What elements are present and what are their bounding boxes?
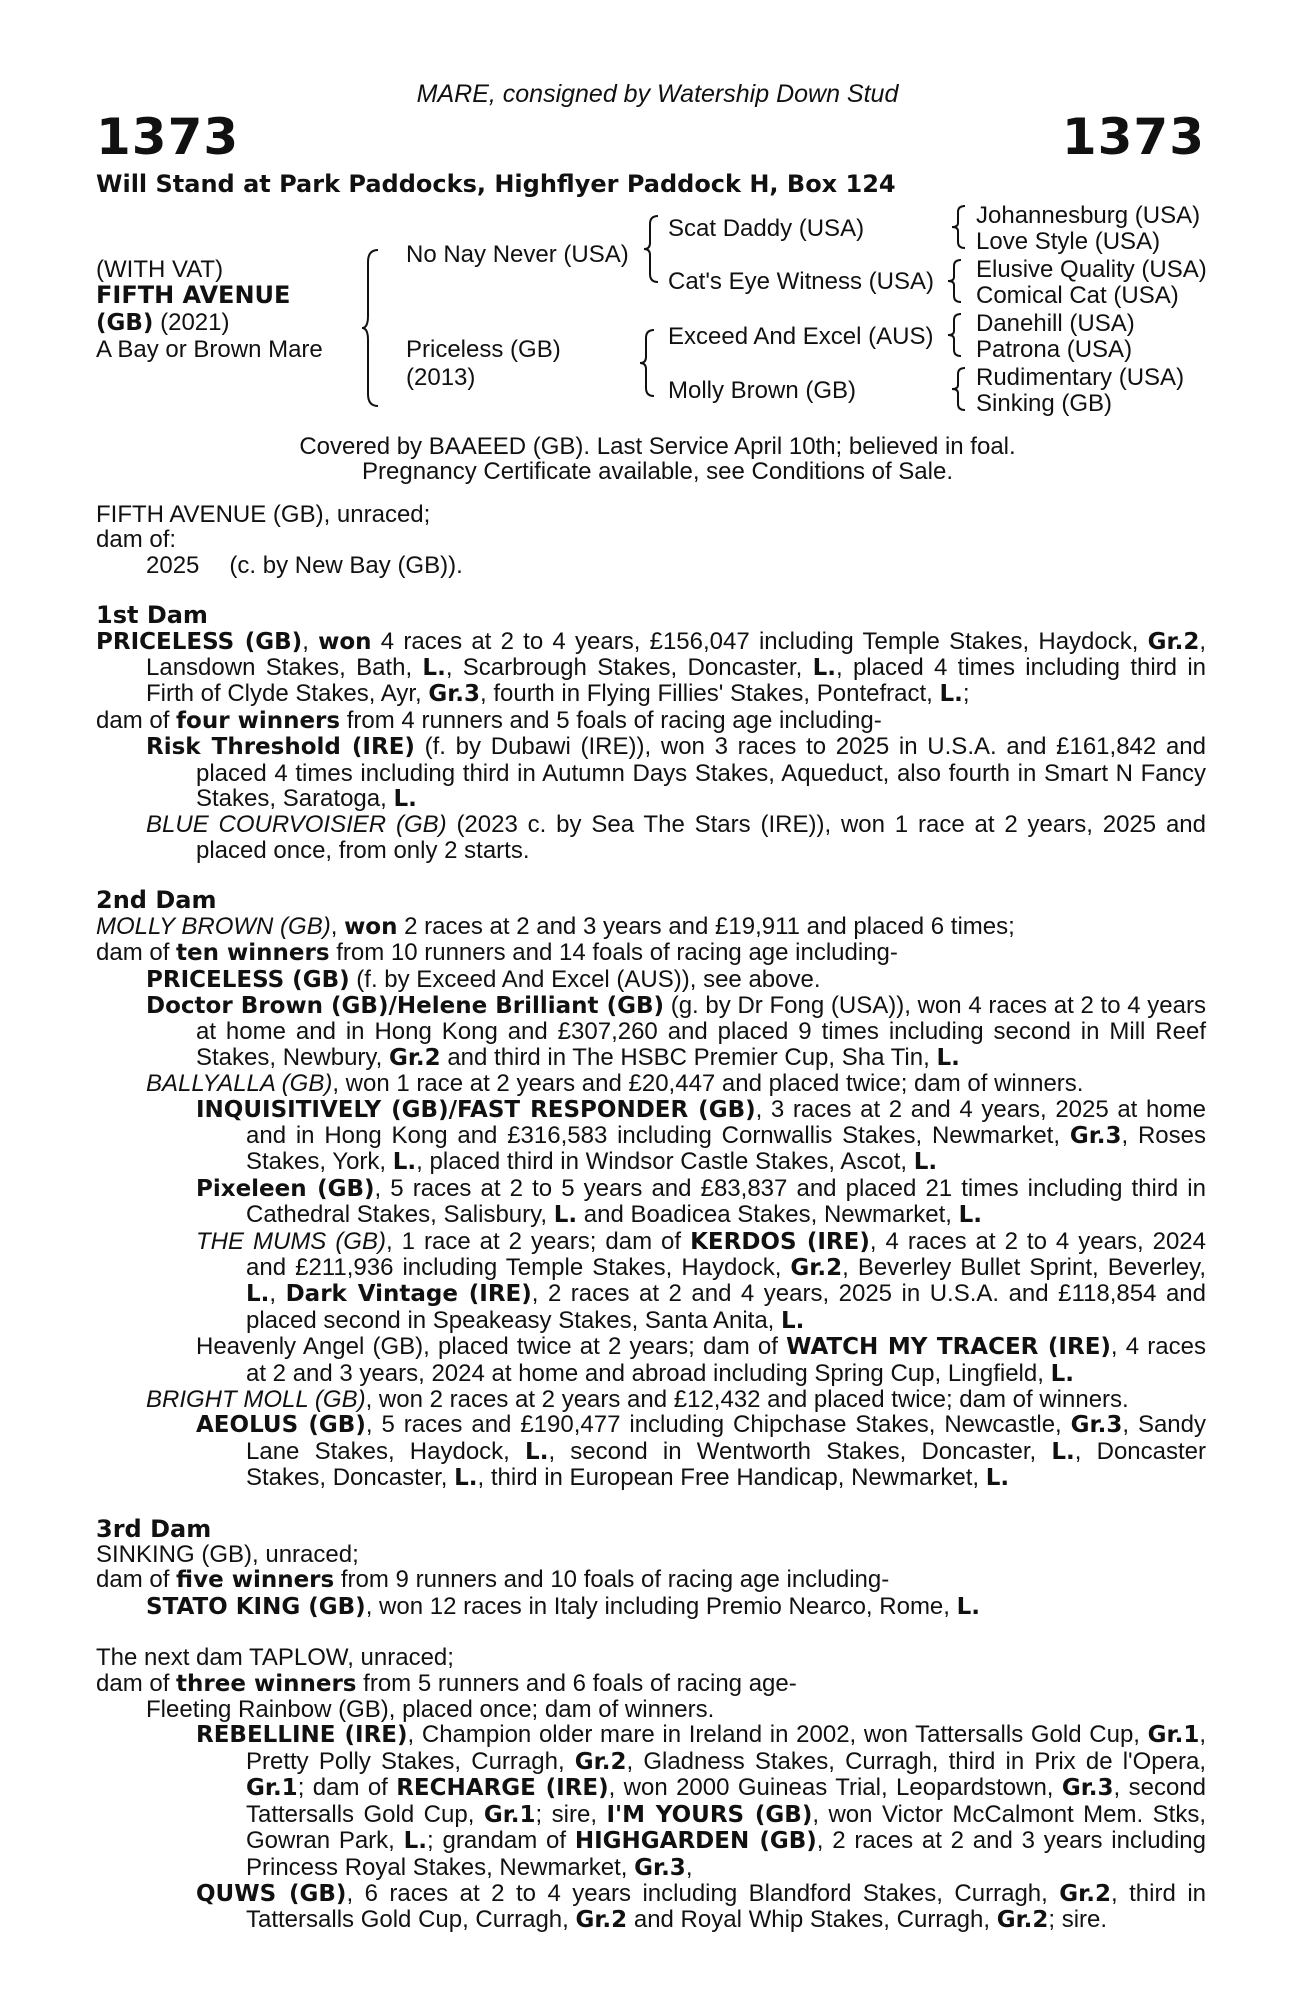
covered-note-line2: Pregnancy Certificate available, see Conditions of Sale. bbox=[362, 458, 953, 485]
pedigree-brace-g4 bbox=[952, 366, 968, 412]
produce-foal-text: (c. by New Bay (GB)). bbox=[229, 551, 463, 579]
horse-description: A Bay or Brown Mare bbox=[96, 336, 323, 363]
pedigree-sire-dam: Cat's Eye Witness (USA) bbox=[668, 268, 934, 295]
consignor-line: MARE, consigned by Watership Down Stud bbox=[416, 80, 899, 108]
pedigree-brace-g2 bbox=[948, 258, 964, 304]
second-dam-inquisitively: INQUISITIVELY (GB)/FAST RESPONDER (GB), 3 races at 2 and 4 years, 2025 at home and in Hong Kong and £316,583 including Cornwallis Stakes, Newmarket, Gr.3, Roses Stakes, York, L., placed third in Windsor Castle Stakes, Ascot, L. bbox=[196, 1095, 1206, 1176]
pedigree-sire-sire: Scat Daddy (USA) bbox=[668, 215, 865, 242]
next-dam-damof: dam of three winners from 5 runners and 6 foals of racing age- bbox=[96, 1669, 797, 1697]
second-dam-heading: 2nd Dam bbox=[96, 886, 217, 915]
second-dam-aeolus: AEOLUS (GB), 5 races and £190,477 including Chipchase Stakes, Newcastle, Gr.3, Sandy Lane Stakes, Haydock, L., second in Wentworth Stakes, Doncaster, L., Doncaster Stakes, Doncaster, L., third in European Free Handicap, Newmarket, L. bbox=[196, 1411, 1207, 1492]
pedigree-sire: No Nay Never (USA) bbox=[406, 241, 629, 268]
pedigree-brace-dam bbox=[640, 328, 658, 398]
pedigree-g5: Danehill (USA) bbox=[976, 310, 1135, 337]
second-dam-bright-moll: BRIGHT MOLL (GB), won 2 races at 2 years and £12,432 and placed twice; dam of winners. bbox=[146, 1386, 1129, 1413]
vat-note: (WITH VAT) bbox=[96, 256, 224, 283]
second-dam-priceless: PRICELESS (GB) (f. by Exceed And Excel (AUS)), see above. bbox=[146, 965, 821, 993]
pedigree-g4: Comical Cat (USA) bbox=[976, 282, 1179, 309]
horse-year: (2021) bbox=[160, 309, 230, 336]
first-dam-entry: PRICELESS (GB), won 4 races at 2 to 4 years, £156,047 including Temple Stakes, Haydock, Gr.2, Lansdown Stakes, Bath, L., Scarbrough Stakes, Doncaster, L., placed 4 times including third in Firth of Clyde Stakes, Ayr, Gr.3, fourth in Flying Fillies' Stakes, Pontefract, L.; bbox=[96, 627, 1207, 708]
second-dam-doctor-brown: Doctor Brown (GB)/Helene Brilliant (GB) (g. by Dr Fong (USA)), won 4 races at 2 to 4 years at home and in Hong Kong and £307,260 and placed 9 times including second in Mill Reef Stakes, Newbury, Gr.2 and third in The HSBC Premier Cup, Sha Tin, L. bbox=[146, 991, 1206, 1071]
pedigree-g6: Patrona (USA) bbox=[976, 336, 1133, 363]
pedigree-brace-g3 bbox=[948, 312, 964, 358]
second-dam-pixeleen: Pixeleen (GB), 5 races at 2 to 5 years and £83,837 and placed 21 times including third in Cathedral Stakes, Salisbury, L. and Boadicea Stakes, Newmarket, L. bbox=[196, 1174, 1206, 1229]
pedigree-g3: Elusive Quality (USA) bbox=[976, 256, 1207, 283]
pedigree-g7: Rudimentary (USA) bbox=[976, 364, 1185, 391]
horse-origin-year bbox=[96, 309, 229, 337]
first-dam-damof: dam of four winners from 4 runners and 5 foals of racing age including- bbox=[96, 706, 882, 734]
next-dam-entry: The next dam TAPLOW, unraced; bbox=[96, 1644, 454, 1672]
catalogue-body bbox=[96, 502, 1206, 1934]
next-dam-rebelline: REBELLINE (IRE), Champion older mare in Ireland in 2002, won Tattersalls Gold Cup, Gr.1, Pretty Polly Stakes, Curragh, Gr.2, Gladness Stakes, Curragh, third in Prix de l'Opera, Gr.1; dam of RECHARGE (IRE), won 2000 Guineas Trial, Leopardstown, Gr.3, second Tattersalls Gold Cup, Gr.1; sire, I'M YOURS (GB), won Victor McCalmont Mem. Stks, Gowran Park, L.; grandam of HIGHGARDEN (GB), 2 races at 2 and 3 years including Princess Royal Stakes, Newmarket, Gr.3, bbox=[196, 1721, 1206, 1881]
pedigree-g1: Johannesburg (USA) bbox=[976, 202, 1201, 229]
second-dam-heavenly-angel: Heavenly Angel (GB), placed twice at 2 years; dam of WATCH MY TRACER (IRE), 4 races at 2 and 3 years, 2024 at home and abroad including Spring Cup, Lingfield, L. bbox=[196, 1333, 1206, 1387]
second-dam-ballyalla: BALLYALLA (GB), won 1 race at 2 years and £20,447 and placed twice; dam of winners. bbox=[146, 1070, 1084, 1098]
pedigree-dam: Priceless (GB) bbox=[406, 336, 561, 363]
covered-note-line1: Covered by BAAEED (GB). Last Service April 10th; believed in foal. bbox=[299, 433, 1016, 460]
pedigree-g2: Love Style (USA) bbox=[976, 228, 1161, 255]
stand-location: Will Stand at Park Paddocks, Highflyer Paddock H, Box 124 bbox=[96, 170, 896, 198]
horse-origin: (GB) bbox=[96, 310, 154, 336]
lot-number-left: 1373 bbox=[96, 108, 240, 166]
second-dam-entry: MOLLY BROWN (GB), won 2 races at 2 and 3 years and £19,911 and placed 6 times; bbox=[96, 912, 1015, 940]
first-dam-heading: 1st Dam bbox=[96, 601, 208, 630]
lot-number-right: 1373 bbox=[1061, 108, 1205, 166]
second-dam-the-mums: THE MUMS (GB), 1 race at 2 years; dam of KERDOS (IRE), 4 races at 2 to 4 years, 2024 and £211,936 including Temple Stakes, Haydock, Gr.2, Beverley Bullet Sprint, Beverley, L., Dark Vintage (IRE), 2 races at 2 and 4 years, 2025 in U.S.A. and £118,854 and placed second in Speakeasy Stakes, Santa Anita, L. bbox=[196, 1227, 1207, 1334]
pedigree-brace-sire bbox=[644, 214, 662, 284]
horse-name: FIFTH AVENUE bbox=[96, 281, 291, 309]
third-dam-stato-king: STATO KING (GB), won 12 races in Italy including Premio Nearco, Rome, L. bbox=[146, 1592, 981, 1620]
next-dam-quws: QUWS (GB), 6 races at 2 to 4 years including Blandford Stakes, Curragh, Gr.2, third in Tattersalls Gold Cup, Curragh, Gr.2 and Royal Whip Stakes, Curragh, Gr.2; sire. bbox=[196, 1879, 1206, 1934]
third-dam-damof: dam of five winners from 9 runners and 10 foals of racing age including- bbox=[96, 1566, 890, 1594]
pedigree-brace-g1 bbox=[952, 204, 968, 250]
pedigree-dam-sire: Exceed And Excel (AUS) bbox=[668, 323, 934, 350]
pedigree-dam-year: (2013) bbox=[406, 364, 476, 391]
second-dam-damof: dam of ten winners from 10 runners and 14 foals of racing age including- bbox=[96, 939, 898, 967]
first-dam-runner-2: BLUE COURVOISIER (GB) (2023 c. by Sea The Stars (IRE)), won 1 race at 2 years, 2025 and placed once, from only 2 starts. bbox=[146, 811, 1206, 864]
next-dam-fleeting-rainbow: Fleeting Rainbow (GB), placed once; dam of winners. bbox=[146, 1696, 715, 1724]
third-dam-heading: 3rd Dam bbox=[96, 1514, 212, 1543]
pedigree-brace-main bbox=[362, 248, 382, 408]
pedigree-g8: Sinking (GB) bbox=[976, 390, 1113, 417]
first-dam-runner-1: Risk Threshold (IRE) (f. by Dubawi (IRE)), won 3 races to 2025 in U.S.A. and £161,842 and placed 4 times including third in Autumn Days Stakes, Aqueduct, also fourth in Smart N Fancy Stakes, Saratoga, L. bbox=[146, 733, 1206, 813]
produce-line2: dam of: bbox=[96, 526, 177, 554]
pedigree-dam-dam: Molly Brown (GB) bbox=[668, 377, 857, 404]
produce-line1: FIFTH AVENUE (GB), unraced; bbox=[96, 501, 431, 528]
produce-foal bbox=[96, 553, 1206, 578]
produce-year: 2025 bbox=[146, 551, 200, 579]
third-dam-entry: SINKING (GB), unraced; bbox=[96, 1541, 359, 1569]
